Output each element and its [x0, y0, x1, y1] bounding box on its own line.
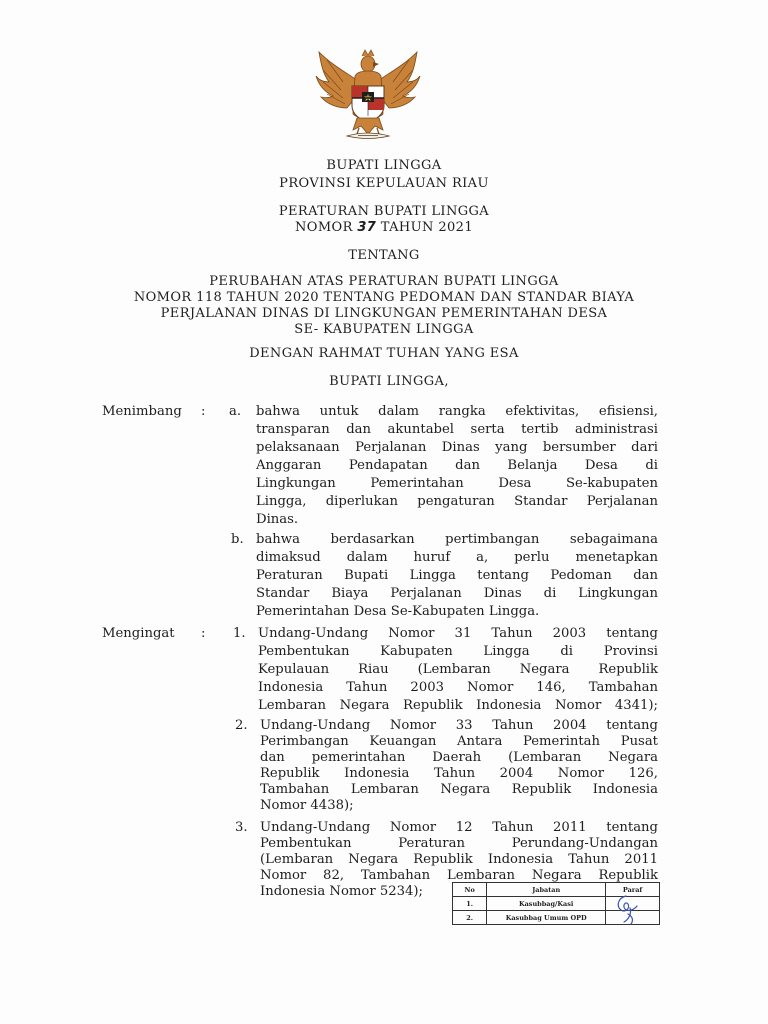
paraf-cell-jabatan: Kasubbag Umum OPD	[487, 911, 606, 925]
handwritten-initial-icon	[612, 892, 642, 926]
garuda-emblem-icon	[313, 46, 423, 144]
regulation-number	[0, 220, 768, 235]
clause-line: Peraturan Bupati Lingga tentang Pedoman dan	[256, 568, 658, 583]
clause-line: Pembentukan Kabupaten Lingga di Provinsi	[258, 644, 658, 659]
clause-line: dan pemerintahan Daerah (Lembaran Negara	[260, 750, 658, 765]
item-marker: 2.	[235, 718, 248, 733]
mengingat-colon: :	[201, 626, 206, 641]
header-regent-title: BUPATI LINGGA	[326, 158, 442, 173]
clause-line: Undang-Undang Nomor 12 Tahun 2011 tentang	[260, 820, 658, 835]
menimbang-label: Menimbang	[102, 404, 182, 419]
clause-line: Nomor 82, Tambahan Lembaran Negara Republik	[260, 868, 658, 883]
clause-line: bahwa untuk dalam rangka efektivitas, efisiensi,	[256, 404, 658, 419]
menimbang-colon: :	[201, 404, 206, 419]
invocation: DENGAN RAHMAT TUHAN YANG ESA	[249, 346, 519, 361]
clause-line: dimaksud dalam huruf a, perlu menetapkan	[256, 550, 658, 565]
subject-line: PERUBAHAN ATAS PERATURAN BUPATI LINGGA	[209, 274, 559, 289]
subject-line: PERJALANAN DINAS DI LINGKUNGAN PEMERINTAHAN DESA	[160, 306, 608, 321]
paraf-col-no: No	[453, 883, 487, 897]
mengingat-label: Mengingat	[102, 626, 175, 641]
handwritten-number: 37	[357, 220, 377, 235]
clause-line: Indonesia Tahun 2003 Nomor 146, Tambahan	[258, 680, 658, 695]
clause-line: bahwa berdasarkan pertimbangan sebagaimana	[256, 532, 658, 547]
subject-line: SE- KABUPATEN LINGGA	[294, 322, 474, 337]
clause-line: Lingkungan Pemerintahan Desa Se-kabupaten	[256, 476, 658, 491]
clause-line: Anggaran Pendapatan dan Belanja Desa di	[256, 458, 658, 473]
item-marker: 1.	[233, 626, 246, 641]
clause-line: Undang-Undang Nomor 33 Tahun 2004 tentang	[260, 718, 658, 733]
clause-line: Republik Indonesia Tahun 2004 Nomor 126,	[260, 766, 658, 781]
clause-line: Undang-Undang Nomor 31 Tahun 2003 tentang	[258, 626, 658, 641]
item-marker: a.	[229, 404, 242, 419]
paraf-cell-no: 2.	[453, 911, 487, 925]
paraf-col-paraf: Paraf	[606, 883, 660, 897]
subject-line: NOMOR 118 TAHUN 2020 TENTANG PEDOMAN DAN STANDAR BIAYA	[133, 290, 635, 305]
clause-line: Standar Biaya Perjalanan Dinas di Lingkungan	[256, 586, 658, 601]
about-heading: TENTANG	[348, 248, 420, 263]
number-suffix: TAHUN 2021	[376, 220, 473, 235]
clause-line: pelaksanaan Perjalanan Dinas yang bersumber dari	[256, 440, 658, 455]
clause-line: (Lembaran Negara Republik Indonesia Tahun 2011	[260, 852, 658, 867]
clause-line: Lingga, diperlukan pengaturan Standar Perjalanan	[256, 494, 658, 509]
clause-line: Nomor 4438);	[260, 798, 354, 813]
number-prefix: NOMOR	[295, 220, 358, 235]
authority: BUPATI LINGGA,	[329, 374, 449, 389]
clause-line: Kepulauan Riau (Lembaran Negara Republik	[258, 662, 658, 677]
item-marker: 3.	[235, 820, 248, 835]
paraf-col-jabatan: Jabatan	[487, 883, 606, 897]
clause-line: Indonesia Nomor 5234);	[260, 884, 423, 899]
paraf-cell-no: 1.	[453, 897, 487, 911]
clause-line: Dinas.	[256, 512, 299, 527]
header-province: PROVINSI KEPULAUAN RIAU	[279, 176, 489, 191]
item-marker: b.	[231, 532, 244, 547]
regulation-title: PERATURAN BUPATI LINGGA	[278, 204, 490, 219]
clause-line: Perimbangan Keuangan Antara Pemerintah Pusat	[260, 734, 658, 749]
clause-line: Tambahan Lembaran Negara Republik Indonesia	[260, 782, 658, 797]
paraf-cell-jabatan: Kasubbag/Kasi	[487, 897, 606, 911]
clause-line: Pembentukan Peraturan Perundang-Undangan	[260, 836, 658, 851]
clause-line: Lembaran Negara Republik Indonesia Nomor 4341);	[258, 698, 658, 713]
clause-line: transparan dan akuntabel serta tertib administrasi	[256, 422, 658, 437]
clause-line: Pemerintahan Desa Se-Kabupaten Lingga.	[256, 604, 540, 619]
